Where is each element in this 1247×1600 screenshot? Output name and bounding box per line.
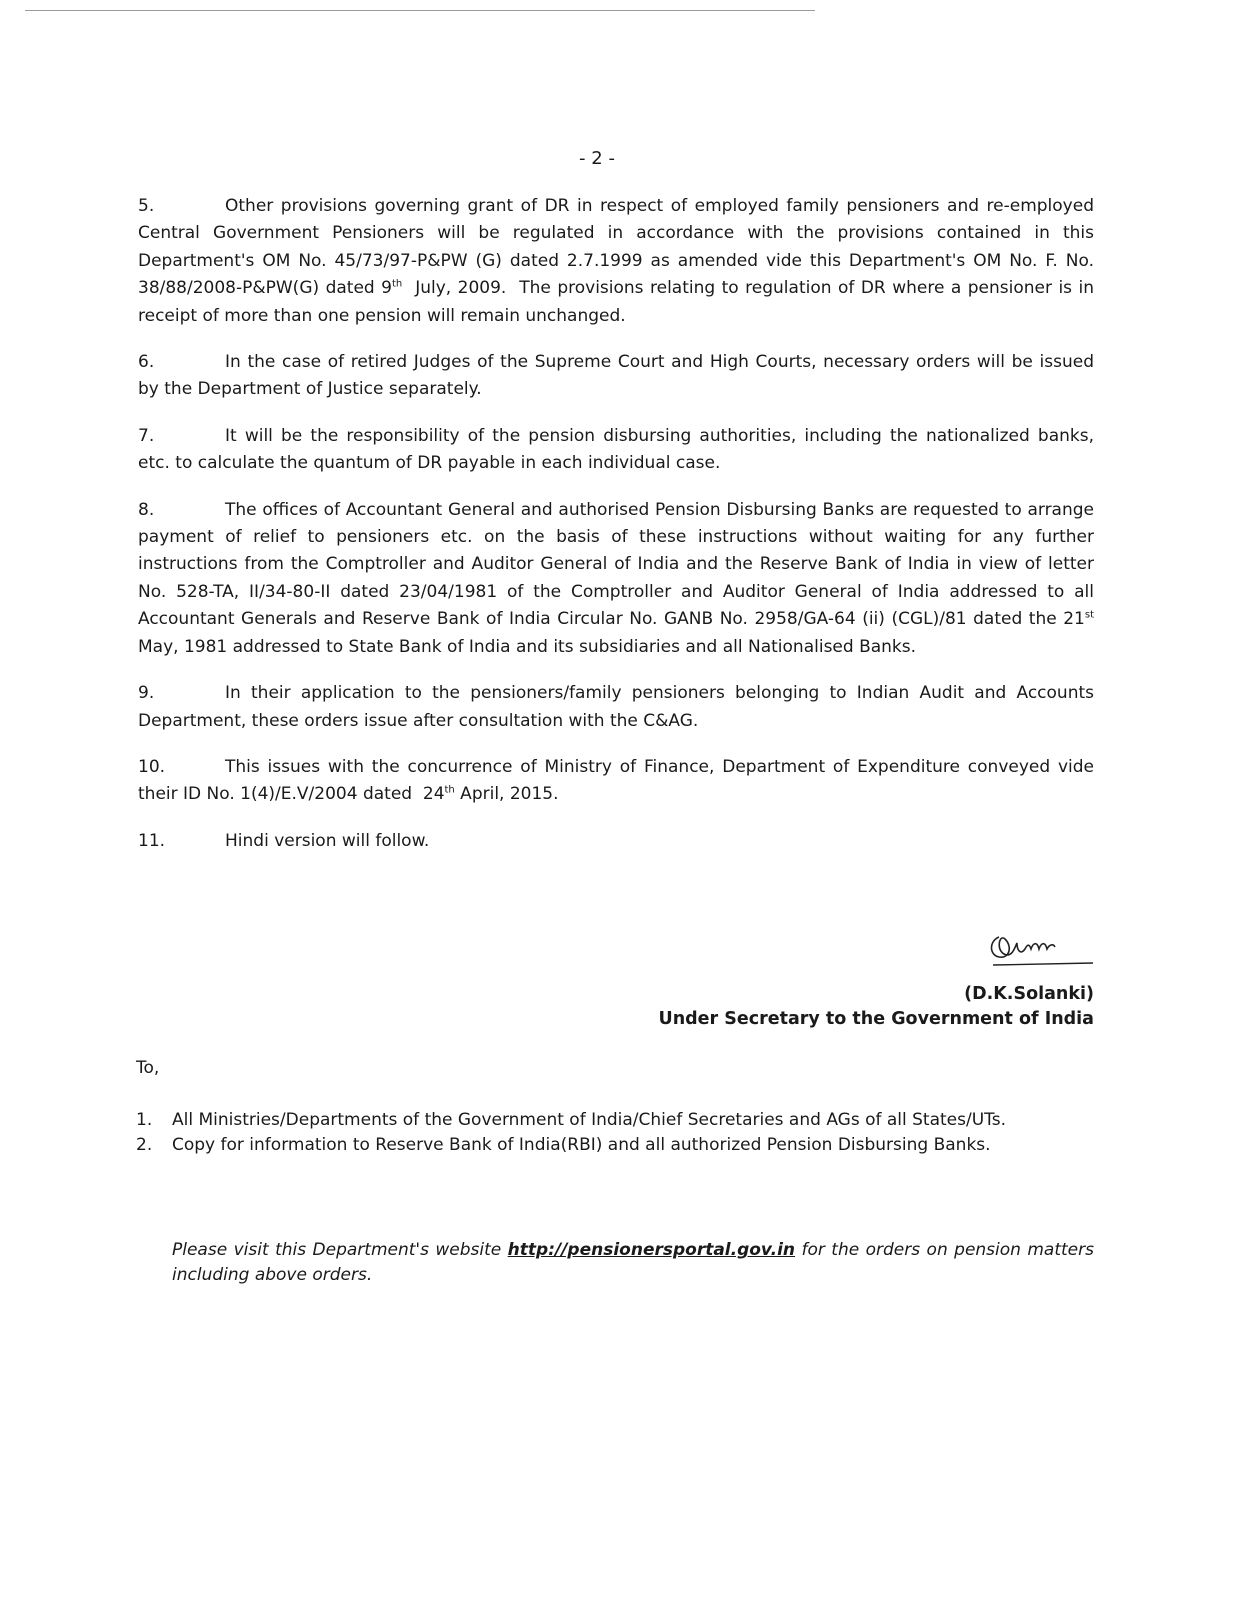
paragraph-number: 5. bbox=[138, 196, 155, 216]
list-text: All Ministries/Departments of the Government of India/Chief Secretaries and AGs of all States/UTs. bbox=[172, 1110, 1006, 1130]
paragraph-text: April, 2015. bbox=[454, 784, 559, 805]
paragraph-text: Hindi version will follow. bbox=[225, 830, 430, 851]
list-item bbox=[136, 1133, 1094, 1158]
paragraph-number: 10. bbox=[138, 756, 166, 777]
to-label: To, bbox=[136, 1058, 160, 1078]
paragraph-number: 9. bbox=[138, 683, 155, 704]
paragraph-text: July, 2009. The provisions relating to regulation of DR where a pensioner is in receipt of more than one pension will remain unchanged. bbox=[138, 278, 1100, 326]
paragraph-text: In their application to the pensioners/family pensioners belonging to Indian Audit and Accounts Department, these orders issue after consultation with the C&AG. bbox=[138, 683, 1094, 731]
signatory-name: (D.K.Solanki) bbox=[964, 984, 1094, 1004]
handwritten-signature bbox=[985, 925, 1100, 975]
paragraph-number: 11. bbox=[138, 830, 166, 851]
list-number: 2. bbox=[136, 1135, 153, 1155]
paragraph-text: Other provisions governing grant of DR in respect of employed family pensioners and re-employed Central Government Pensioners will be regulated in accordance with the provisions contained in this Department's OM No. 45/73/97-P&PW (G) dated 2.7.1999 as amended vide this Department's OM No. F. No. 38/88/2008-P&PW(G) dated 9 bbox=[138, 196, 1094, 299]
paragraph-text: The offices of Accountant General and authorised Pension Disbursing Banks are requested to arrange payment of relief to pensioners etc. on the basis of these instructions without waiting for any further instructions from the Comptroller and Auditor General of India and the Reserve Bank of India in view of letter No. 528-TA, II/34-80-II dated 23/04/1981 of the Comptroller and Auditor General of India addressed to all Accountant Generals and Reserve Bank of India Circular No. GANB No. 2958/GA-64 (ii) (CGL)/81 dated the 21 bbox=[138, 499, 1094, 630]
paragraph-6 bbox=[138, 349, 1094, 404]
superscript: st bbox=[1084, 609, 1094, 621]
note-text: Please visit this Department's website bbox=[172, 1240, 508, 1260]
recipient-list bbox=[136, 1108, 1094, 1158]
note-text: for the orders on pension matters including above orders. bbox=[172, 1240, 1100, 1285]
list-item bbox=[136, 1108, 1094, 1133]
superscript: th bbox=[392, 278, 403, 290]
page-number: - 2 - bbox=[579, 148, 615, 169]
list-number: 1. bbox=[136, 1110, 153, 1130]
paragraph-text: In the case of retired Judges of the Supreme Court and High Courts, necessary orders will be issued by the Department of Justice separately. bbox=[138, 352, 1094, 400]
paragraph-5 bbox=[138, 193, 1100, 330]
website-link[interactable]: http://pensionersportal.gov.in bbox=[507, 1240, 796, 1260]
paragraph-number: 7. bbox=[138, 425, 155, 446]
paragraph-text: It will be the responsibility of the pension disbursing authorities, including the nationalized banks, etc. to calculate the quantum of DR payable in each individual case. bbox=[138, 425, 1094, 474]
signatory-block bbox=[658, 982, 1094, 1032]
document-body bbox=[138, 193, 1100, 874]
paragraph-8 bbox=[138, 497, 1094, 661]
paragraph-10 bbox=[138, 754, 1100, 809]
superscript: th bbox=[444, 784, 455, 796]
paragraph-11 bbox=[138, 828, 1094, 855]
paragraph-9 bbox=[138, 680, 1094, 735]
scan-edge-line bbox=[25, 10, 815, 11]
paragraph-text: This issues with the concurrence of Ministry of Finance, Department of Expenditure conveyed vide their ID No. 1(4)/E.V/2004 dated 24 bbox=[138, 756, 1100, 805]
signatory-title: Under Secretary to the Government of India bbox=[658, 1009, 1094, 1029]
paragraph-number: 6. bbox=[138, 352, 155, 373]
paragraph-number: 8. bbox=[138, 499, 155, 520]
list-text: Copy for information to Reserve Bank of India(RBI) and all authorized Pension Disbursing Banks. bbox=[172, 1135, 991, 1155]
website-note bbox=[172, 1238, 1100, 1288]
paragraph-7 bbox=[138, 423, 1094, 478]
paragraph-text: May, 1981 addressed to State Bank of India and its subsidiaries and all Nationalised Banks. bbox=[138, 636, 917, 657]
